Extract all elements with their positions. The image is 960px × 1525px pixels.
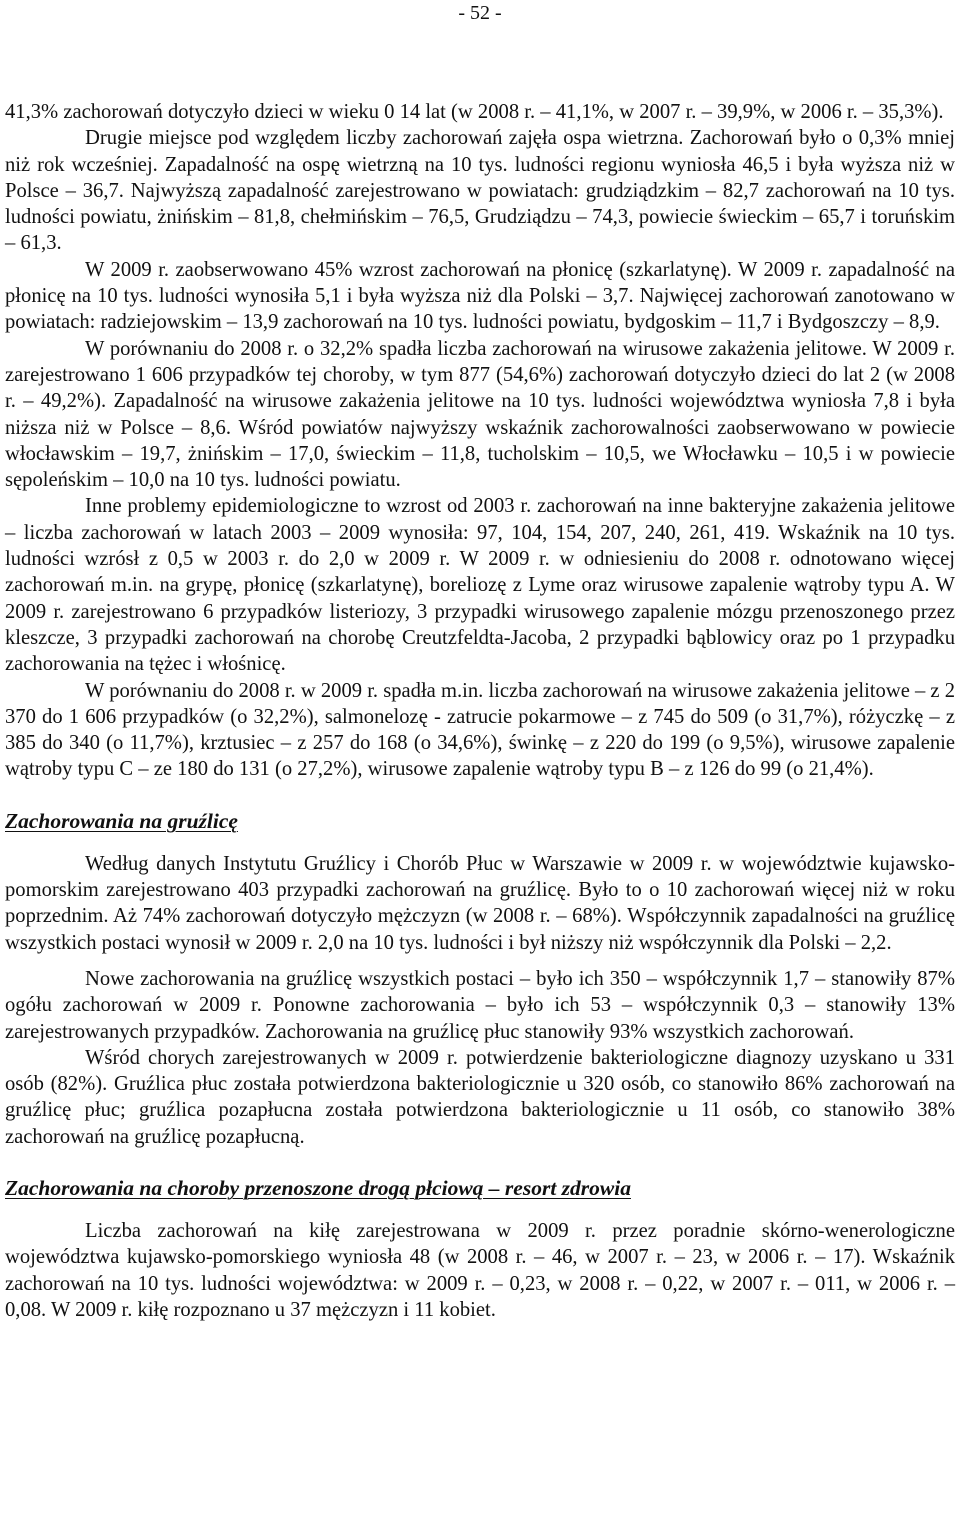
- section-heading-tuberculosis: Zachorowania na gruźlicę: [5, 808, 238, 833]
- paragraph-viral-intestinal: W porównaniu do 2008 r. o 32,2% spadła liczba zachorowań na wirusowe zakażenia jelitowe. W 2009 r. zarejestrowano 1 606 przypadków tej choroby, w tym 877 (54,6%) zachorowań dotyczyło dzieci do lat 2 (w 2008 r. – 49,2%). Zapadalność na wirusowe zakażenia jelitowe na 10 tys. ludności województwa wyniosła 7,8 i była niższa niż w Polsce – 8,6. Wśród powiatów najwyższy wskaźnik zachorowalności zaobserwowano w powiecie włocławskim – 19,7, żnińskim – 17,0, świeckim – 11,8, tucholskim – 10,5, we Włocławku – 10,5 i w powiecie sępoleńskim – 10,0 na 10 tys. ludności powiatu.: [5, 337, 955, 492]
- paragraph-other-problems: Inne problemy epidemiologiczne to wzrost od 2003 r. zachorowań na inne bakteryjne zakażenia jelitowe – liczba zachorowań w latach 2003 – 2009 wynosiła: 97, 104, 154, 207, 240, 261, 419. Wskaźnik na 10 tys. ludności wzrósł z 0,5 w 2003 r. do 2,0 w 2009 r. W 2009 r. w odniesieniu do 2008 r. odnotowano więcej zachorowań m.in. na grypę, płonicę (szkarlatynę), boreliozę z Lyme oraz wirusowe zapalenie wątroby typu A. W 2009 r. zarejestrowano 6 przypadków listeriozy, 3 przypadki wirusowego zapalenie mózgu przenoszonego przez kleszcze, 3 przypadki zachorowań na chorobę Creutzfeldta-Jacoba, 2 przypadki bąblowicy oraz po 1 przypadku zachorowania na tężec i włośnicę.: [5, 495, 955, 676]
- paragraph-scarlet-fever: W 2009 r. zaobserwowano 45% wzrost zachorowań na płonicę (szkarlatynę). W 2009 r. zapadalność na płonicę na 10 tys. ludności wynosiła 5,1 i była wyższa niż dla Polski – 3,7. Najwięcej zachorowań zanotowano w powiatach: radziejowskim – 13,9 zachorowań na 10 tys. ludności powiatu, bydgoskim – 11,7 i Bydgoszczy – 8,9.: [5, 258, 955, 334]
- paragraph-tb-overview: Według danych Instytutu Gruźlicy i Chorób Płuc w Warszawie w 2009 r. w województwie kujawsko-pomorskim zarejestrowano 403 przypadki zachorowań na gruźlicę. Było to o 10 zachorowań więcej niż w roku poprzednim. Aż 74% zachorowań dotyczyło mężczyzn (w 2008 r. – 68%). Współczynnik zapadalności na gruźlicę wszystkich postaci wynosił w 2009 r. 2,0 na 10 tys. ludności i był niższy niż współczynnik dla Polski – 2,2.: [5, 852, 955, 954]
- paragraph-syphilis: Liczba zachorowań na kiłę zarejestrowana w 2009 r. przez poradnie skórno-wenerologiczne województwa kujawsko-pomorskiego wyniosła 48 (w 2008 r. – 46, w 2007 r. – 23, w 2006 r. – 17). Wskaźnik zachorowań na 10 tys. ludności województwa: w 2009 r. – 0,23, w 2008 r. – 0,22, w 2007 r. – 011, w 2006 r. – 0,08. W 2009 r. kiłę rozpoznano u 37 mężczyzn i 11 kobiet.: [5, 1219, 955, 1321]
- document-body: [5, 99, 955, 1323]
- paragraph-decreases: W porównaniu do 2008 r. w 2009 r. spadła m.in. liczba zachorowań na wirusowe zakażenia jelitowe – z 2 370 do 1 606 przypadków (o 32,2%), salmonelozę - zatrucie pokarmowe – z 745 do 509 (o 31,7%), różyczkę – z 385 do 340 (o 11,7%), krztusiec – z 257 do 168 (o 34,6%), świnkę – z 220 do 199 (o 9,5%), wirusowe zapalenie wątroby typu C – ze 180 do 131 (o 27,2%), wirusowe zapalenie wątroby typu B – z 126 do 99 (o 21,4%).: [5, 679, 956, 781]
- paragraph-chickenpox: Drugie miejsce pod względem liczby zachorowań zajęła ospa wietrzna. Zachorowań było o 0,3% mniej niż rok wcześniej. Zapadalność na ospę wietrzną na 10 tys. ludności regionu wyniosła 46,5 i była wyższa niż w Polsce – 36,7. Najwyższą zapadalność zarejestrowano w powiatach: grudziądzkim – 82,7 zachorowań na 10 tys. ludności powiatu, żnińskim – 81,8, chełmińskim – 76,5, Grudziądzu – 74,3, powiecie świeckim – 65,7 i toruńskim – 61,3.: [5, 127, 955, 255]
- section-heading-std: Zachorowania na choroby przenoszone drogą płciową – resort zdrowia: [5, 1175, 631, 1200]
- paragraph-age-share: 41,3% zachorowań dotyczyło dzieci w wieku 0 14 lat (w 2008 r. – 41,1%, w 2007 r. – 39,9%, w 2006 r. – 35,3%).: [5, 101, 944, 123]
- page-number: - 52 -: [458, 2, 502, 24]
- paragraph-tb-new-cases: Nowe zachorowania na gruźlicę wszystkich postaci – było ich 350 – współczynnik 1,7 – stanowiły 87% ogółu zachorowań w 2009 r. Ponowne zachorowania – było ich 53 – współczynnik 0,3 – stanowiły 13% zarejestrowanych przypadków. Zachorowania na gruźlicę płuc stanowiły 93% wszystkich zachorowań.: [5, 967, 955, 1043]
- paragraph-tb-bacteriology: Wśród chorych zarejestrowanych w 2009 r. potwierdzenie bakteriologiczne diagnozy uzyskano u 331 osób (82%). Gruźlica płuc została potwierdzona bakteriologicznie u 320 osób, co stanowiło 86% zachorowań na gruźlicę płuc; gruźlica pozapłucna została potwierdzona bakteriologicznie u 11 osób, co stanowiło 38% zachorowań na gruźlicę pozapłucną.: [5, 1046, 955, 1148]
